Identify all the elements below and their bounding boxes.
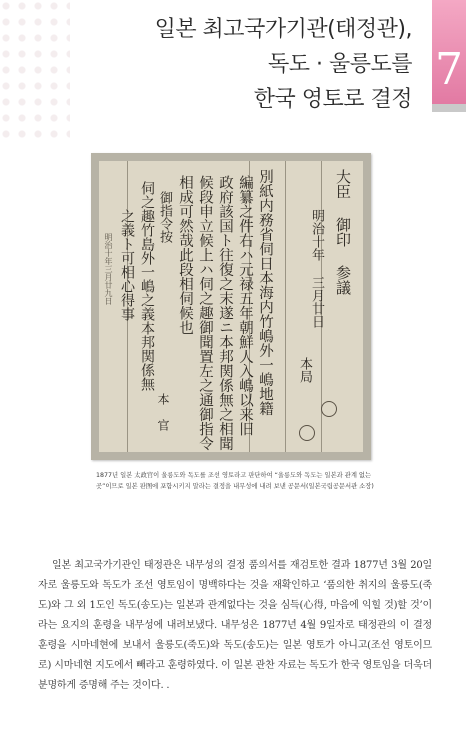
column-rule xyxy=(285,161,286,452)
page-title xyxy=(52,12,412,117)
doc-col-2: 編纂之件右ハ元禄五年朝鮮人入嶋以来旧 xyxy=(237,175,253,436)
doc-col-office: 本局 xyxy=(297,357,312,383)
seal-stamp xyxy=(321,401,337,417)
doc-col-8: 之義ト可相心得事 xyxy=(119,209,135,321)
doc-col-margin: 明治十年三月廿九日 xyxy=(104,233,113,305)
doc-col-5: 相成可然哉此段相伺候也 xyxy=(177,175,193,335)
document-paper xyxy=(99,161,363,452)
title-line-1: 일본 최고국가기관(태정관), xyxy=(154,17,412,42)
title-line-3: 한국 영토로 결정 xyxy=(253,87,412,112)
doc-col-3: 政府該国ト往復之末遂ニ本邦関係無之相聞 xyxy=(217,175,233,451)
doc-col-4: 候段申立候上ハ伺之趣御聞置左之通御指令 xyxy=(197,175,213,451)
doc-col-1: 別紙内務省伺日本海内竹嶋外一嶋地籍 xyxy=(257,169,273,416)
body-paragraph: 일본 최고국가기관인 태정관은 내무성의 결정 품의서를 재검토한 결과 1877년 3월 20일자로 울릉도와 독도가 조선 영토임이 명백하다는 것을 재확인하고 ‘품의한 취지의 울릉도(죽도)와 그 외 1도인 독도(송도)는 일본과 관계없다는 것을 심득(心得, 마음에 익힐 것)할 것’이라는 요지의 훈령을 내무성에 내려보냈다. 내무성은 1877년 4월 9일자로 태정관의 이 결정 훈령을 시마네현에 보내서 울릉도(죽도)와 독도(송도)는 일본 영토가 아니고(조선 영토이므로) 시마네현 지도에서 빼라고 훈령하였다. 이 일본 관찬 자료는 독도가 한국 영토임을 더욱더 분명하게 증명해 주는 것이다. . xyxy=(38,560,432,691)
doc-col-heading: 大臣 御印 参議 xyxy=(334,169,352,295)
chapter-tab-strip xyxy=(432,104,466,112)
seal-stamp xyxy=(299,425,315,441)
title-line-2: 독도 · 울릉도를 xyxy=(268,52,412,77)
historical-document-image xyxy=(91,153,371,460)
figure-caption: 1877년 일본 太政官이 울릉도와 독도를 조선 영토라고 판단하여 “울릉도와 독도는 일본과 관계 없는 곳”이므로 일본 판图에 포함시키지 말라는 결정을 내무성에 내려 보낸 공문서(일본국립공문서관 소장) xyxy=(96,472,374,490)
doc-col-date: 明治十年 三月廿日 xyxy=(309,209,324,328)
chapter-tab xyxy=(432,0,466,104)
doc-col-bottom: 本 官 xyxy=(156,393,170,431)
doc-col-6: 御指令按 xyxy=(157,191,172,243)
chapter-number: 7 xyxy=(435,44,463,95)
doc-col-7: 伺之趣竹島外一嶋之義本邦関係無 xyxy=(139,181,155,391)
